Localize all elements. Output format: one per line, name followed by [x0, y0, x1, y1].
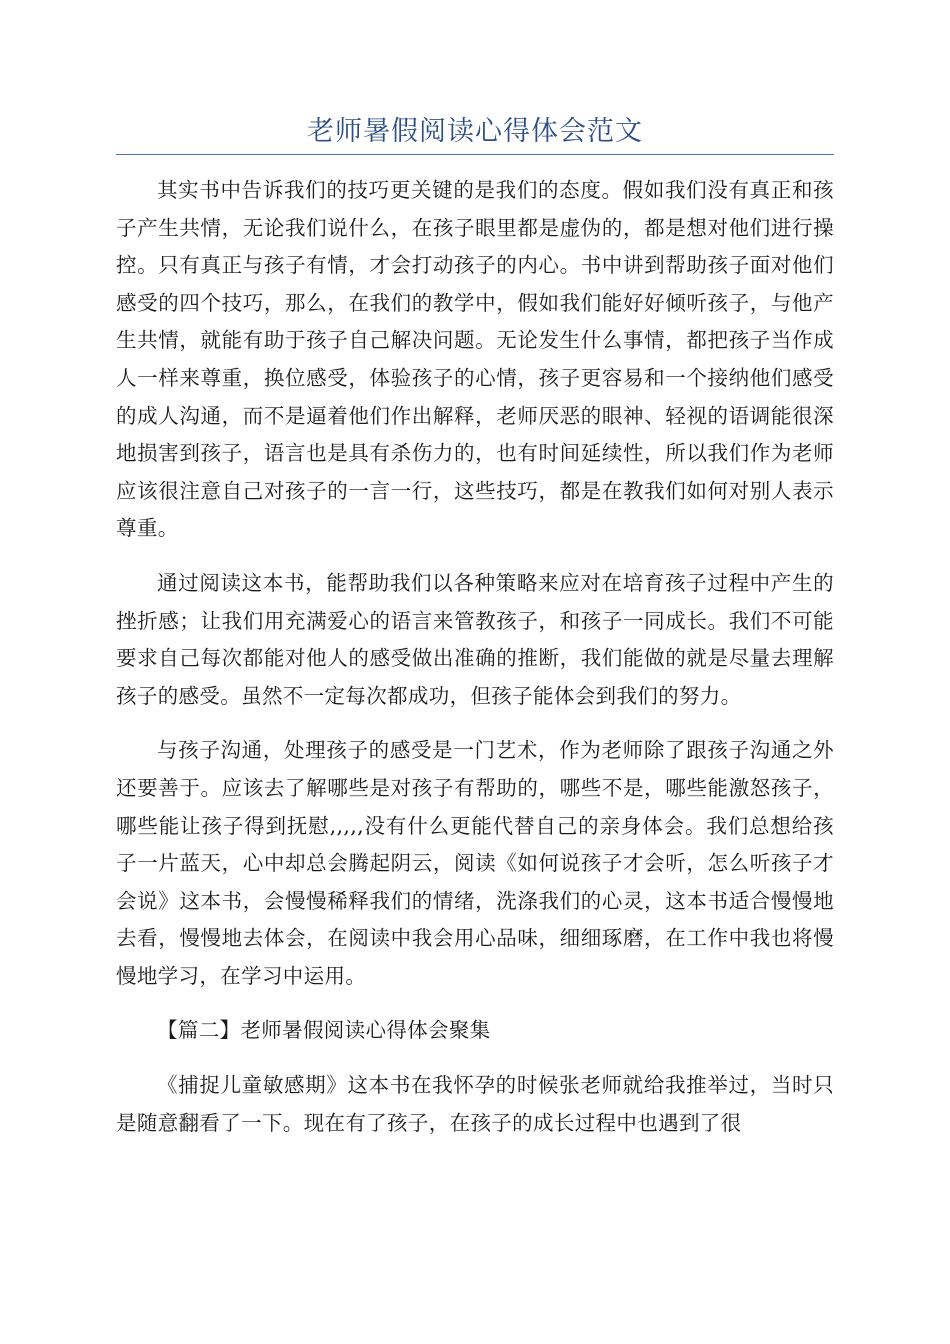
body-paragraph-1: 其实书中告诉我们的技巧更关键的是我们的态度。假如我们没有真正和孩子产生共情，无论我们说什么，在孩子眼里都是虚伪的，都是想对他们进行操控。只有真正与孩子有情，才会打动孩子的内心。书中讲到帮助孩子面对他们感受的四个技巧，那么，在我们的教学中，假如我们能好好倾听孩子，与他产生共情，就能有助于孩子自己解决问题。无论发生什么事情，都把孩子当作成人一样来尊重，换位感受，体验孩子的心情，孩子更容易和一个接纳他们感受的成人沟通，而不是逼着他们作出解释，老师厌恶的眼神、轻视的语调能很深地损害到孩子，语言也是具有杀伤力的，也有时间延续性，所以我们作为老师应该很注意自己对孩子的一言一行，这些技巧，都是在教我们如何对别人表示尊重。 — [116, 178, 834, 541]
body-paragraph-2: 通过阅读这本书，能帮助我们以各种策略来应对在培育孩子过程中产生的挫折感；让我们用充满爱心的语言来管教孩子，和孩子一同成长。我们不可能要求自己每次都能对他人的感受做出准确的推断，我们能做的就是尽量去理解孩子的感受。虽然不一定每次都成功，但孩子能体会到我们的努力。 — [116, 570, 834, 708]
section-paragraph: 《捕捉儿童敏感期》这本书在我怀孕的时候张老师就给我推举过，当时只是随意翻看了一下。现在有了孩子，在孩子的成长过程中也遇到了很 — [116, 1073, 834, 1135]
title-underline — [116, 154, 834, 155]
document-title: 老师暑假阅读心得体会范文 — [307, 116, 643, 147]
document-body — [116, 172, 834, 1159]
body-paragraph-3: 与孩子沟通，处理孩子的感受是一门艺术，作为老师除了跟孩子沟通之外还要善于。应该去了解哪些是对孩子有帮助的，哪些不是，哪些能激怒孩子，哪些能让孩子得到抚慰,,,,,没有什么更能代替自己的亲身体会。我们总想给孩子一片蓝天，心中却总会腾起阴云，阅读《如何说孩子才会听，怎么听孩子才会说》这本书，会慢慢稀释我们的情绪，洗涤我们的心灵，这本书适合慢慢地去看，慢慢地去体会，在阅读中我会用心品味，细细琢磨，在工作中我也将慢慢地学习，在学习中运用。 — [116, 738, 834, 988]
section-heading: 【篇二】老师暑假阅读心得体会聚集 — [157, 1018, 491, 1043]
